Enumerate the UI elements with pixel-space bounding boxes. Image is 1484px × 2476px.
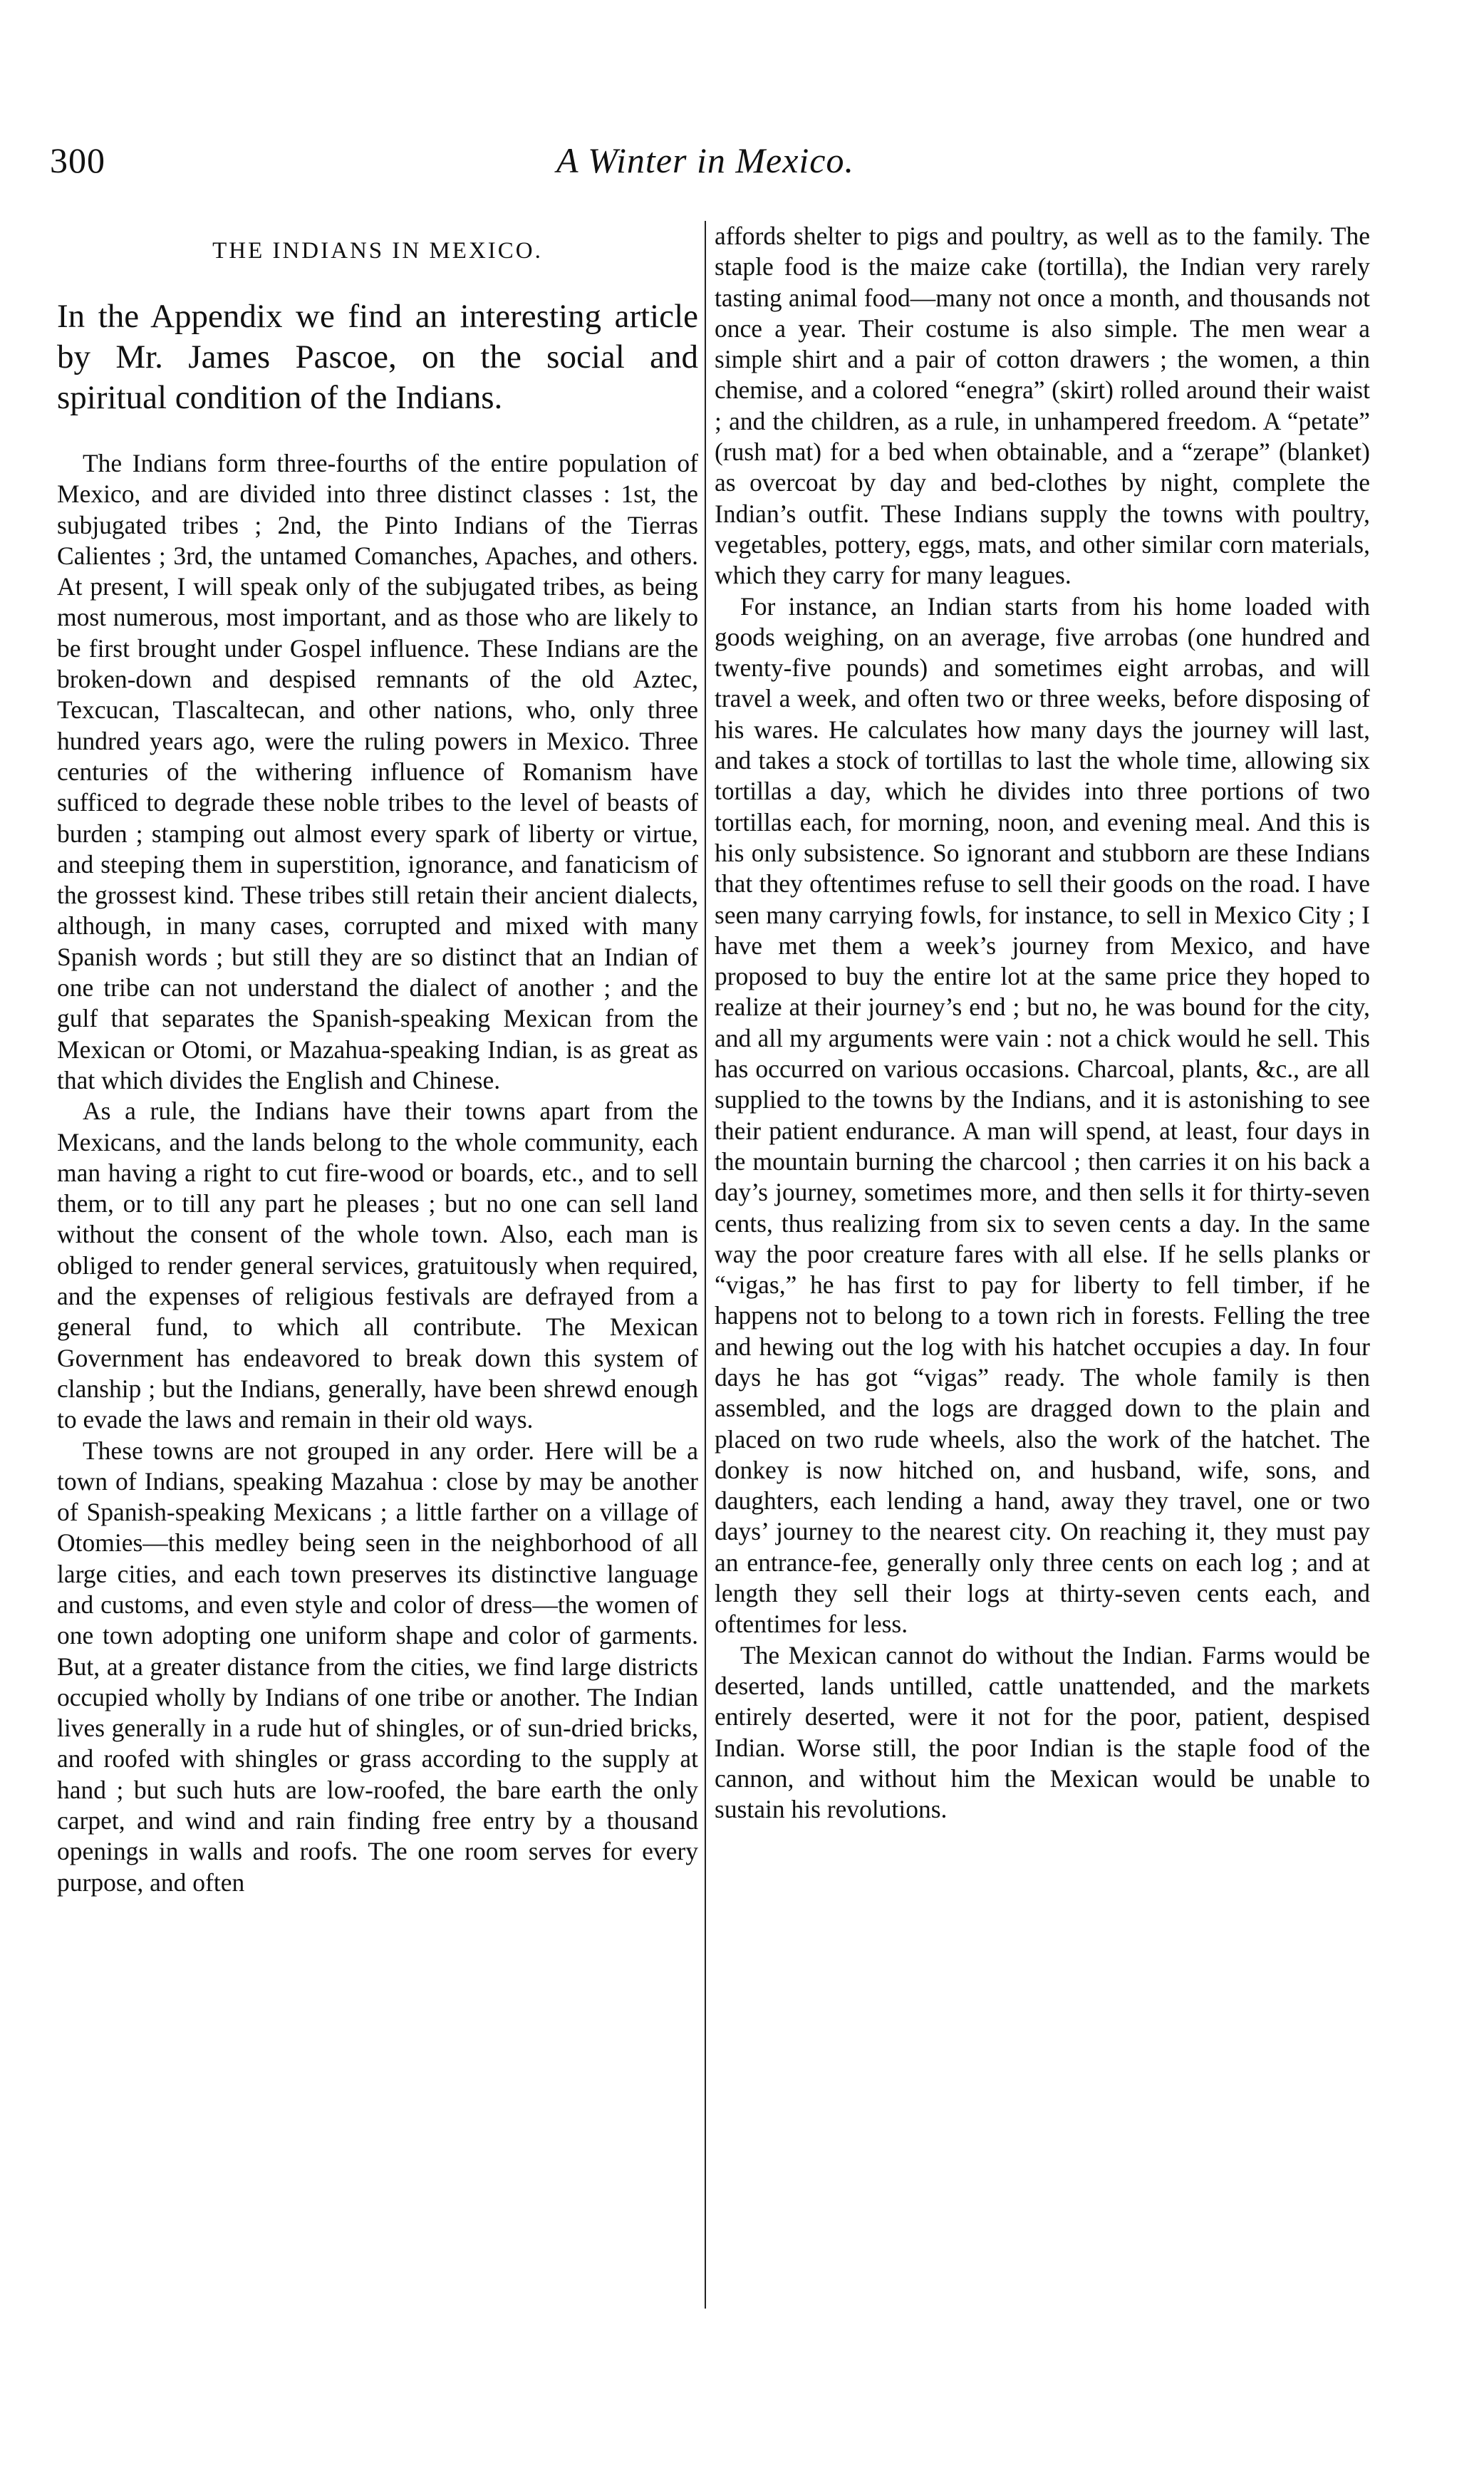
page-number: 300 <box>50 140 105 180</box>
body-paragraph-continued: affords shelter to pigs and poultry, as well as to the family. The staple food is the maize cake (tortilla), the Indian very rarely tasting animal food—many not once a month, and thousands not once a year. Their costume is also simple. The men wear a simple shirt and a pair of cotton drawers ; the women, a thin chemise, and a colored “enegra” (skirt) rolled around their waist ; and the children, as a rule, in unhampered freedom. A “petate” (rush mat) for a bed when obtainable, and a “zerape” (blanket) as overcoat by day and bed-clothes by night, complete the Indian’s outfit. These Indians supply the towns with poultry, vegetables, pottery, eggs, mats, and other similar corn materials, which they carry for many leagues. <box>715 222 1370 590</box>
body-paragraph: These towns are not grouped in any order. Here will be a town of Indians, speaking Mazahua : close by may be another of Spanish-speaking Mexicans ; a little farther on a village of Otomies—this medley being seen in the neighborhood of all large cities, and each town preserves its distinctive language and customs, and even style and color of dress—the women of one town adopting one uniform shape and color of garments. But, at a greater distance from the cities, we find large districts occupied wholly by Indians of one tribe or another. The Indian lives generally in a rude hut of shingles, or of sun-dried bricks, and roofed with shingles or grass according to the supply at hand ; but such huts are low-roofed, the bare earth the only carpet, and wind and rain finding free entry by a thousand openings in walls and roofs. The one room serves for every purpose, and often <box>57 1436 698 1897</box>
body-paragraph: The Mexican cannot do without the Indian. Farms would be deserted, lands untilled, cattle unattended, and the markets entirely deserted, were it not for the poor, patient, despised Indian. Worse still, the poor Indian is the staple food of the cannon, and without him the Mexican would be unable to sustain his revolutions. <box>715 1640 1370 1824</box>
running-head <box>50 140 1361 190</box>
section-title: THE INDIANS IN MEXICO. <box>212 238 543 264</box>
running-title: A Winter in Mexico. <box>556 140 854 180</box>
intro-paragraph: In the Appendix we find an interesting article by Mr. James Pascoe, on the social and spiritual condition of the Indians. <box>57 298 698 416</box>
body-paragraph: As a rule, the Indians have their towns apart from the Mexicans, and the lands belong to the whole community, each man having a right to cut fire-wood or boards, etc., and to sell them, or to till any part he pleases ; but no one can sell land without the consent of the whole town. Also, each man is obliged to render general services, gratuitously when required, and the expenses of religious festivals are defrayed from a general fund, to which all contribute. The Mexican Government has endeavored to break down this system of clanship ; but the Indians, generally, have been shrewd enough to evade the laws and remain in their old ways. <box>57 1097 698 1434</box>
left-column <box>57 221 698 1898</box>
body-paragraph: For instance, an Indian starts from his home loaded with goods weighing, on an average, five arrobas (one hundred and twenty-five pounds) and sometimes eight arrobas, and will travel a week, and often two or three weeks, before disposing of his wares. He calculates how many days the journey will last, and takes a stock of tortillas to last the whole time, allowing six tortillas a day, which he divides into three portions of two tortillas each, for morning, noon, and evening meal. And this is his only subsistence. So ignorant and stubborn are these Indians that they oftentimes refuse to sell their goods on the road. I have seen many carrying fowls, for instance, to sell in Mexico City ; I have met them a week’s journey from Mexico, and have proposed to buy the entire lot at the same price they hoped to realize at their journey’s end ; but no, he was bound for the city, and all my arguments were vain : not a chick would he sell. This has occurred on various occasions. Charcoal, plants, &c., are all supplied to the towns by the Indians, and it is astonishing to see their patient endurance. A man will spend, at least, four days in the mountain burning the charcool ; then carries it on his back a day’s journey, sometimes more, and then sells it for thirty-seven cents, thus realizing from six to seven cents a day. In the same way the poor creature fares with all else. If he sells planks or “vigas,” he has first to pay for liberty to fell timber, if he happens not to belong to a town rich in forests. Felling the tree and hewing out the log with his hatchet occupies a day. In four days he has got “vigas” ready. The whole family is then assembled, and the logs are dragged down to the plain and placed on two rude wheels, also the work of the hatchet. The donkey is now hitched on, and husband, wife, sons, and daughters, each lending a hand, away they travel, one or two days’ journey to the nearest city. On reaching it, they must pay an entrance-fee, generally only three cents on each log ; and at length they sell their logs at thirty-seven cents each, and oftentimes for less. <box>715 591 1370 1639</box>
right-column <box>715 221 1370 1825</box>
column-divider <box>705 221 706 2309</box>
body-paragraph: The Indians form three-fourths of the entire population of Mexico, and are divided into three distinct classes : 1st, the subjugated tribes ; 2nd, the Pinto Indians of the Tierras Calientes ; 3rd, the untamed Comanches, Apaches, and others. At present, I will speak only of the subjugated tribes, as being most numerous, most important, and as those who are likely to be first brought under Gospel influence. These Indians are the broken-down and despised remnants of the old Aztec, Texcucan, Tlascaltecan, and other nations, who, only three hundred years ago, were the ruling powers in Mexico. Three centuries of the withering influence of Romanism have sufficed to degrade these noble tribes to the level of beasts of burden ; stamping out almost every spark of liberty or virtue, and steeping them in superstition, ignorance, and fanaticism of the grossest kind. These tribes still retain their ancient dialects, although, in many cases, corrupted and mixed with many Spanish words ; but still they are so distinct that an Indian of one tribe can not understand the dialect of another ; and the gulf that separates the Spanish-speaking Mexican from the Mexican or Otomi, or Mazahua-speaking Indian, is as great as that which divides the English and Chinese. <box>57 449 698 1094</box>
